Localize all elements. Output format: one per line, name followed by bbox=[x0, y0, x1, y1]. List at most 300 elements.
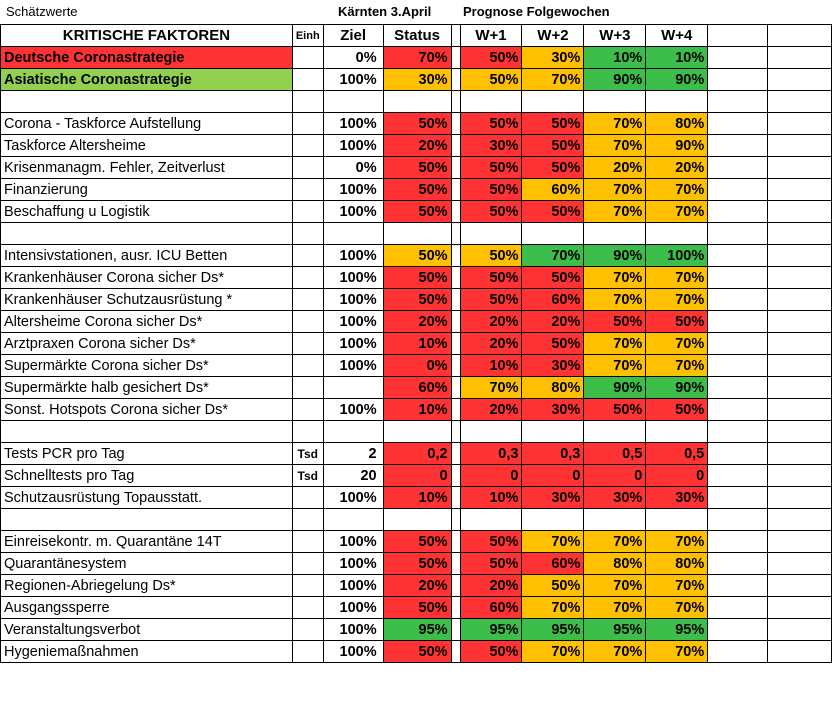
region-date-title: Kärnten 3.April bbox=[338, 4, 432, 19]
empty-cell bbox=[768, 179, 832, 201]
empty-cell bbox=[383, 223, 451, 245]
week3-cell: 50% bbox=[584, 311, 646, 333]
week1-cell: 10% bbox=[460, 355, 522, 377]
empty-cell bbox=[708, 553, 768, 575]
empty-cell bbox=[646, 421, 708, 443]
empty-cell bbox=[708, 333, 768, 355]
empty-cell bbox=[708, 91, 768, 113]
target-cell: 20 bbox=[323, 465, 383, 487]
week4-cell: 100% bbox=[646, 245, 708, 267]
empty-cell bbox=[768, 267, 832, 289]
empty-cell bbox=[1, 421, 293, 443]
empty-cell bbox=[584, 91, 646, 113]
week3-cell: 70% bbox=[584, 201, 646, 223]
status-cell: 50% bbox=[383, 641, 451, 663]
empty-cell bbox=[768, 223, 832, 245]
week1-cell: 50% bbox=[460, 289, 522, 311]
factor-row bbox=[1, 289, 832, 311]
target-cell: 100% bbox=[323, 311, 383, 333]
factor-row bbox=[1, 267, 832, 289]
empty-cell bbox=[768, 201, 832, 223]
factor-row bbox=[1, 553, 832, 575]
target-cell: 0% bbox=[323, 157, 383, 179]
empty-cell bbox=[323, 509, 383, 531]
week3-cell: 10% bbox=[584, 47, 646, 69]
empty-cell bbox=[708, 267, 768, 289]
empty-cell bbox=[768, 355, 832, 377]
gap-cell bbox=[451, 201, 460, 223]
week4-cell: 70% bbox=[646, 531, 708, 553]
week1-cell: 0,3 bbox=[460, 443, 522, 465]
gap-cell bbox=[451, 245, 460, 267]
gap-cell bbox=[451, 311, 460, 333]
week3-cell: 90% bbox=[584, 245, 646, 267]
target-cell: 100% bbox=[323, 641, 383, 663]
status-cell: 50% bbox=[383, 201, 451, 223]
week3-cell: 70% bbox=[584, 289, 646, 311]
week2-cell: 95% bbox=[522, 619, 584, 641]
unit-cell bbox=[292, 487, 323, 509]
week2-cell: 70% bbox=[522, 69, 584, 91]
unit-cell bbox=[292, 575, 323, 597]
week2-cell: 70% bbox=[522, 531, 584, 553]
empty-cell bbox=[768, 289, 832, 311]
status-cell: 10% bbox=[383, 333, 451, 355]
status-cell: 60% bbox=[383, 377, 451, 399]
status-cell: 70% bbox=[383, 47, 451, 69]
factor-label: Ausgangssperre bbox=[1, 597, 293, 619]
factor-label: Tests PCR pro Tag bbox=[1, 443, 293, 465]
week4-cell: 70% bbox=[646, 267, 708, 289]
empty-cell bbox=[323, 223, 383, 245]
factor-row bbox=[1, 597, 832, 619]
week4-cell: 30% bbox=[646, 487, 708, 509]
week2-cell: 50% bbox=[522, 267, 584, 289]
unit-cell bbox=[292, 289, 323, 311]
empty-cell bbox=[768, 597, 832, 619]
status-cell: 20% bbox=[383, 311, 451, 333]
gap-cell bbox=[451, 333, 460, 355]
empty-cell bbox=[708, 421, 768, 443]
week4-cell: 90% bbox=[646, 135, 708, 157]
empty-cell bbox=[768, 91, 832, 113]
empty-cell bbox=[708, 575, 768, 597]
target-cell: 100% bbox=[323, 289, 383, 311]
week4-cell: 80% bbox=[646, 553, 708, 575]
empty-cell bbox=[768, 465, 832, 487]
week1-cell: 50% bbox=[460, 245, 522, 267]
factor-row bbox=[1, 333, 832, 355]
unit-cell bbox=[292, 47, 323, 69]
factor-row bbox=[1, 619, 832, 641]
empty-cell bbox=[708, 443, 768, 465]
week1-cell: 50% bbox=[460, 553, 522, 575]
unit-cell bbox=[292, 333, 323, 355]
empty-cell bbox=[584, 223, 646, 245]
unit-cell bbox=[292, 245, 323, 267]
unit-cell bbox=[292, 553, 323, 575]
unit-cell bbox=[292, 619, 323, 641]
week2-cell: 70% bbox=[522, 641, 584, 663]
target-cell: 100% bbox=[323, 619, 383, 641]
week3-cell: 30% bbox=[584, 487, 646, 509]
week1-cell: 20% bbox=[460, 333, 522, 355]
factor-row bbox=[1, 311, 832, 333]
gap-cell bbox=[451, 157, 460, 179]
column-header-target: Ziel bbox=[323, 25, 383, 47]
column-header-w2: W+2 bbox=[522, 25, 584, 47]
empty-cell bbox=[768, 619, 832, 641]
column-header-factor: KRITISCHE FAKTOREN bbox=[1, 25, 293, 47]
blank-row bbox=[1, 223, 832, 245]
week2-cell: 0 bbox=[522, 465, 584, 487]
week1-cell: 50% bbox=[460, 47, 522, 69]
empty-cell bbox=[584, 421, 646, 443]
empty-cell bbox=[708, 179, 768, 201]
target-cell: 2 bbox=[323, 443, 383, 465]
gap-cell bbox=[451, 619, 460, 641]
status-cell: 50% bbox=[383, 113, 451, 135]
factor-label: Deutsche Coronastrategie bbox=[1, 47, 293, 69]
factor-label: Krisenmanagm. Fehler, Zeitverlust bbox=[1, 157, 293, 179]
gap-cell bbox=[451, 113, 460, 135]
week1-cell: 20% bbox=[460, 575, 522, 597]
gap-cell bbox=[451, 179, 460, 201]
target-cell: 100% bbox=[323, 531, 383, 553]
empty-cell bbox=[768, 399, 832, 421]
week3-cell: 0,5 bbox=[584, 443, 646, 465]
status-cell: 50% bbox=[383, 531, 451, 553]
unit-cell: Tsd bbox=[292, 465, 323, 487]
week2-cell: 20% bbox=[522, 311, 584, 333]
target-cell: 100% bbox=[323, 267, 383, 289]
gap-cell bbox=[451, 355, 460, 377]
empty-cell bbox=[768, 311, 832, 333]
empty-cell bbox=[522, 509, 584, 531]
week1-cell: 20% bbox=[460, 311, 522, 333]
unit-cell bbox=[292, 311, 323, 333]
unit-cell bbox=[292, 267, 323, 289]
empty-cell bbox=[708, 223, 768, 245]
gap-cell bbox=[451, 641, 460, 663]
empty-cell bbox=[646, 91, 708, 113]
empty-cell bbox=[708, 399, 768, 421]
week3-cell: 90% bbox=[584, 69, 646, 91]
empty-cell bbox=[768, 69, 832, 91]
gap-cell bbox=[451, 47, 460, 69]
week2-cell: 70% bbox=[522, 245, 584, 267]
week4-cell: 95% bbox=[646, 619, 708, 641]
critical-factors-table bbox=[0, 24, 832, 663]
status-cell: 50% bbox=[383, 245, 451, 267]
gap-cell bbox=[451, 531, 460, 553]
empty-cell bbox=[768, 25, 832, 47]
target-cell: 100% bbox=[323, 179, 383, 201]
empty-cell bbox=[451, 509, 460, 531]
empty-cell bbox=[708, 113, 768, 135]
empty-cell bbox=[292, 91, 323, 113]
week4-cell: 20% bbox=[646, 157, 708, 179]
status-cell: 50% bbox=[383, 289, 451, 311]
target-cell: 100% bbox=[323, 113, 383, 135]
empty-cell bbox=[708, 289, 768, 311]
gap-cell bbox=[451, 575, 460, 597]
factor-row bbox=[1, 377, 832, 399]
factor-row bbox=[1, 201, 832, 223]
status-cell: 0 bbox=[383, 465, 451, 487]
empty-cell bbox=[708, 47, 768, 69]
column-header-status: Status bbox=[383, 25, 451, 47]
status-cell: 50% bbox=[383, 597, 451, 619]
factor-row bbox=[1, 47, 832, 69]
week2-cell: 60% bbox=[522, 179, 584, 201]
blank-row bbox=[1, 91, 832, 113]
week2-cell: 80% bbox=[522, 377, 584, 399]
week3-cell: 70% bbox=[584, 641, 646, 663]
factor-label: Schutzausrüstung Topausstatt. bbox=[1, 487, 293, 509]
week4-cell: 0,5 bbox=[646, 443, 708, 465]
status-cell: 10% bbox=[383, 399, 451, 421]
empty-cell bbox=[383, 421, 451, 443]
empty-cell bbox=[768, 135, 832, 157]
gap-cell bbox=[451, 597, 460, 619]
status-cell: 50% bbox=[383, 157, 451, 179]
empty-cell bbox=[522, 91, 584, 113]
week3-cell: 70% bbox=[584, 179, 646, 201]
week4-cell: 50% bbox=[646, 399, 708, 421]
week2-cell: 50% bbox=[522, 201, 584, 223]
empty-cell bbox=[292, 509, 323, 531]
empty-cell bbox=[708, 311, 768, 333]
week1-cell: 95% bbox=[460, 619, 522, 641]
status-cell: 20% bbox=[383, 575, 451, 597]
target-cell: 100% bbox=[323, 135, 383, 157]
status-cell: 0% bbox=[383, 355, 451, 377]
week4-cell: 70% bbox=[646, 641, 708, 663]
factor-row bbox=[1, 179, 832, 201]
week3-cell: 70% bbox=[584, 597, 646, 619]
target-cell: 100% bbox=[323, 69, 383, 91]
unit-cell bbox=[292, 399, 323, 421]
empty-cell bbox=[768, 575, 832, 597]
empty-cell bbox=[708, 135, 768, 157]
week3-cell: 70% bbox=[584, 333, 646, 355]
factor-label: Regionen-Abriegelung Ds* bbox=[1, 575, 293, 597]
factor-label: Supermärkte Corona sicher Ds* bbox=[1, 355, 293, 377]
empty-cell bbox=[708, 641, 768, 663]
factor-label: Schnelltests pro Tag bbox=[1, 465, 293, 487]
week2-cell: 0,3 bbox=[522, 443, 584, 465]
gap-cell bbox=[451, 465, 460, 487]
week2-cell: 30% bbox=[522, 355, 584, 377]
week1-cell: 70% bbox=[460, 377, 522, 399]
gap-cell bbox=[451, 289, 460, 311]
week2-cell: 30% bbox=[522, 487, 584, 509]
unit-cell bbox=[292, 201, 323, 223]
empty-cell bbox=[708, 509, 768, 531]
blank-row bbox=[1, 509, 832, 531]
week1-cell: 0 bbox=[460, 465, 522, 487]
week1-cell: 50% bbox=[460, 69, 522, 91]
unit-cell bbox=[292, 641, 323, 663]
empty-cell bbox=[768, 641, 832, 663]
empty-cell bbox=[768, 377, 832, 399]
column-header-w3: W+3 bbox=[584, 25, 646, 47]
empty-cell bbox=[460, 223, 522, 245]
empty-cell bbox=[646, 509, 708, 531]
week4-cell: 70% bbox=[646, 201, 708, 223]
week1-cell: 50% bbox=[460, 113, 522, 135]
week3-cell: 20% bbox=[584, 157, 646, 179]
week3-cell: 70% bbox=[584, 267, 646, 289]
empty-cell bbox=[768, 157, 832, 179]
empty-cell bbox=[708, 531, 768, 553]
empty-cell bbox=[584, 509, 646, 531]
week3-cell: 70% bbox=[584, 135, 646, 157]
status-cell: 50% bbox=[383, 179, 451, 201]
forecast-title: Prognose Folgewochen bbox=[463, 4, 610, 19]
target-cell: 100% bbox=[323, 487, 383, 509]
week4-cell: 0 bbox=[646, 465, 708, 487]
week3-cell: 0 bbox=[584, 465, 646, 487]
unit-cell bbox=[292, 531, 323, 553]
factor-row bbox=[1, 135, 832, 157]
factor-row bbox=[1, 399, 832, 421]
empty-cell bbox=[768, 245, 832, 267]
empty-cell bbox=[383, 91, 451, 113]
factor-label: Intensivstationen, ausr. ICU Betten bbox=[1, 245, 293, 267]
empty-cell bbox=[323, 91, 383, 113]
unit-cell bbox=[292, 355, 323, 377]
factor-label: Sonst. Hotspots Corona sicher Ds* bbox=[1, 399, 293, 421]
week4-cell: 70% bbox=[646, 179, 708, 201]
unit-cell bbox=[292, 135, 323, 157]
factor-row bbox=[1, 69, 832, 91]
target-cell: 100% bbox=[323, 333, 383, 355]
unit-cell bbox=[292, 69, 323, 91]
factor-row bbox=[1, 641, 832, 663]
week4-cell: 90% bbox=[646, 69, 708, 91]
empty-cell bbox=[768, 333, 832, 355]
empty-cell bbox=[460, 91, 522, 113]
week3-cell: 80% bbox=[584, 553, 646, 575]
empty-cell bbox=[292, 421, 323, 443]
factor-label: Quarantänesystem bbox=[1, 553, 293, 575]
empty-cell bbox=[460, 509, 522, 531]
target-cell: 100% bbox=[323, 399, 383, 421]
factor-label: Finanzierung bbox=[1, 179, 293, 201]
empty-cell bbox=[708, 377, 768, 399]
column-header-w4: W+4 bbox=[646, 25, 708, 47]
empty-cell bbox=[708, 619, 768, 641]
status-cell: 50% bbox=[383, 267, 451, 289]
status-cell: 95% bbox=[383, 619, 451, 641]
gap-cell bbox=[451, 267, 460, 289]
week1-cell: 50% bbox=[460, 179, 522, 201]
week4-cell: 90% bbox=[646, 377, 708, 399]
target-cell: 100% bbox=[323, 553, 383, 575]
week1-cell: 50% bbox=[460, 641, 522, 663]
empty-cell bbox=[451, 91, 460, 113]
week4-cell: 70% bbox=[646, 289, 708, 311]
week4-cell: 70% bbox=[646, 597, 708, 619]
week1-cell: 50% bbox=[460, 157, 522, 179]
week4-cell: 70% bbox=[646, 355, 708, 377]
target-cell: 100% bbox=[323, 245, 383, 267]
empty-cell bbox=[1, 223, 293, 245]
gap-cell bbox=[451, 487, 460, 509]
unit-cell bbox=[292, 597, 323, 619]
week3-cell: 50% bbox=[584, 399, 646, 421]
empty-cell bbox=[768, 113, 832, 135]
gap-cell bbox=[451, 135, 460, 157]
header-row bbox=[1, 25, 832, 47]
week2-cell: 60% bbox=[522, 553, 584, 575]
empty-cell bbox=[708, 157, 768, 179]
week3-cell: 70% bbox=[584, 113, 646, 135]
factor-label: Arztpraxen Corona sicher Ds* bbox=[1, 333, 293, 355]
factor-row bbox=[1, 157, 832, 179]
column-header-unit: Einh bbox=[292, 25, 323, 47]
empty-cell bbox=[708, 25, 768, 47]
empty-cell bbox=[708, 597, 768, 619]
empty-cell bbox=[708, 201, 768, 223]
target-cell: 100% bbox=[323, 575, 383, 597]
empty-cell bbox=[768, 509, 832, 531]
week2-cell: 50% bbox=[522, 575, 584, 597]
empty-cell bbox=[768, 553, 832, 575]
week2-cell: 30% bbox=[522, 399, 584, 421]
factor-row bbox=[1, 443, 832, 465]
gap-cell bbox=[451, 377, 460, 399]
empty-cell bbox=[646, 223, 708, 245]
week1-cell: 20% bbox=[460, 399, 522, 421]
factor-label: Asiatische Coronastrategie bbox=[1, 69, 293, 91]
week2-cell: 50% bbox=[522, 113, 584, 135]
week1-cell: 30% bbox=[460, 135, 522, 157]
empty-cell bbox=[522, 223, 584, 245]
gap-cell bbox=[451, 69, 460, 91]
week3-cell: 70% bbox=[584, 355, 646, 377]
empty-cell bbox=[1, 91, 293, 113]
factor-row bbox=[1, 245, 832, 267]
factor-row bbox=[1, 465, 832, 487]
factor-label: Taskforce Altersheime bbox=[1, 135, 293, 157]
week4-cell: 10% bbox=[646, 47, 708, 69]
status-cell: 20% bbox=[383, 135, 451, 157]
factor-label: Krankenhäuser Schutzausrüstung * bbox=[1, 289, 293, 311]
empty-cell bbox=[460, 421, 522, 443]
factor-row bbox=[1, 113, 832, 135]
empty-cell bbox=[708, 245, 768, 267]
week2-cell: 60% bbox=[522, 289, 584, 311]
gap-cell bbox=[451, 553, 460, 575]
week4-cell: 50% bbox=[646, 311, 708, 333]
unit-cell bbox=[292, 157, 323, 179]
target-cell: 100% bbox=[323, 355, 383, 377]
empty-cell bbox=[323, 421, 383, 443]
gap-cell bbox=[451, 399, 460, 421]
empty-cell bbox=[522, 421, 584, 443]
unit-cell bbox=[292, 377, 323, 399]
week3-cell: 70% bbox=[584, 575, 646, 597]
week1-cell: 50% bbox=[460, 201, 522, 223]
week3-cell: 70% bbox=[584, 531, 646, 553]
week2-cell: 50% bbox=[522, 333, 584, 355]
target-cell: 100% bbox=[323, 201, 383, 223]
target-cell bbox=[323, 377, 383, 399]
week1-cell: 60% bbox=[460, 597, 522, 619]
